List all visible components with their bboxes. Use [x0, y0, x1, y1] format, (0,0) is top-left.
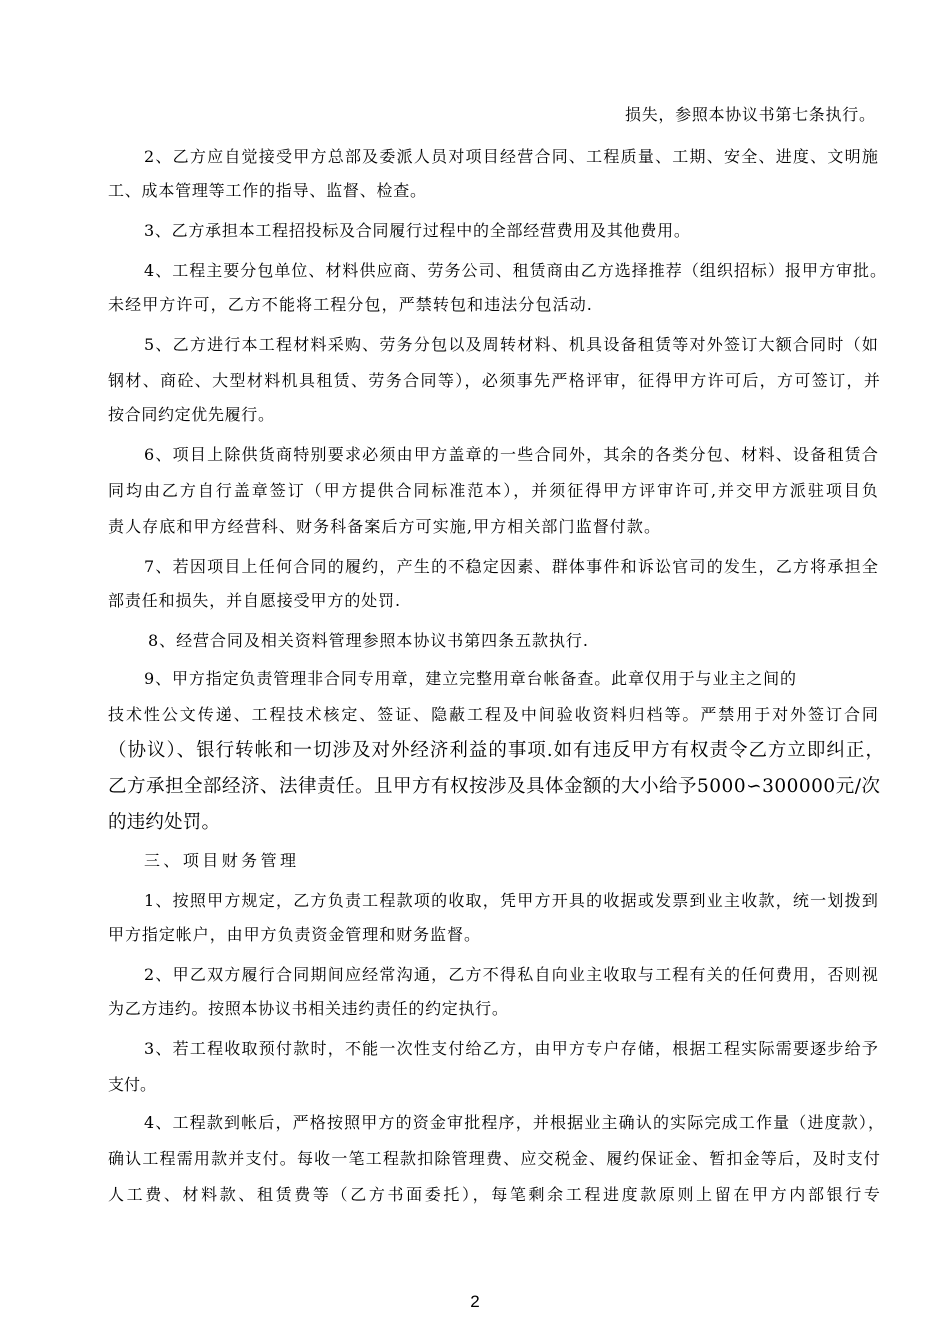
text-line: 2、乙方应自觉接受甲方总部及委派人员对项目经营合同、工程质量、工期、安全、进度、文明施 [144, 147, 880, 166]
text-line: 8、经营合同及相关资料管理参照本协议书第四条五款执行. [148, 631, 589, 650]
text-line: 甲方指定帐户，由甲方负责资金管理和财务监督。 [108, 925, 481, 944]
text-line: 1、按照甲方规定，乙方负责工程款项的收取，凭甲方开具的收据或发票到业主收款，统一划拨到 [144, 891, 880, 910]
text-line: （协议）、银行转帐和一切涉及对外经济利益的事项.如有违反甲方有权责令乙方立即纠正， [108, 740, 885, 761]
text-line: 7、若因项目上任何合同的履约，产生的不稳定因素、群体事件和诉讼官司的发生，乙方将承担全 [144, 557, 880, 576]
text-line: 的违约处罚。 [108, 812, 221, 833]
text-line: 6、项目上除供货商特别要求必须由甲方盖章的一些合同外，其余的各类分包、材料、设备租赁合 [144, 445, 880, 464]
text-line: 同均由乙方自行盖章签订（甲方提供合同标准范本），并须征得甲方评审许可,并交甲方派驻项目负 [108, 481, 880, 500]
text-line: 为乙方违约。按照本协议书相关违约责任的约定执行。 [108, 999, 509, 1018]
text-line: 确认工程需用款并支付。每收一笔工程款扣除管理费、应交税金、履约保证金、暂扣金等后，及时支付 [108, 1149, 882, 1168]
text-line: 乙方承担全部经济、法律责任。且甲方有权按涉及具体金额的大小给予5000∽300000元/次 [108, 776, 881, 797]
text-line: 4、工程主要分包单位、材料供应商、劳务公司、租赁商由乙方选择推荐（组织招标）报甲方审批。 [144, 261, 888, 280]
text-line: 3、乙方承担本工程招投标及合同履行过程中的全部经营费用及其他费用。 [144, 221, 691, 240]
text-line: 工、成本管理等工作的指导、监督、检查。 [108, 181, 427, 200]
text-line: 4、工程款到帐后，严格按照甲方的资金审批程序，并根据业主确认的实际完成工作量（进度款）， [144, 1113, 886, 1132]
text-line: 技术性公文传递、工程技术核定、签证、隐蔽工程及中间验收资料归档等。严禁用于对外签订合同 [108, 705, 880, 724]
text-line: 钢材、商砼、大型材料机具租赁、劳务合同等），必须事先严格评审，征得甲方许可后，方可签订，并 [108, 371, 882, 390]
text-line: 3、若工程收取预付款时，不能一次性支付给乙方，由甲方专户存储，根据工程实际需要逐步给予 [144, 1039, 880, 1058]
text-line: 部责任和损失，并自愿接受甲方的处罚. [108, 591, 401, 610]
text-line: 未经甲方许可，乙方不能将工程分包，严禁转包和违法分包活动. [108, 295, 593, 314]
text-line: 责人存底和甲方经营科、财务科备案后方可实施,甲方相关部门监督付款。 [108, 517, 662, 536]
text-line: 支付。 [108, 1075, 156, 1094]
text-line: 人工费、材料款、租赁费等（乙方书面委托），每笔剩余工程进度款原则上留在甲方内部银行专 [108, 1185, 883, 1204]
text-line: 2、甲乙双方履行合同期间应经常沟通，乙方不得私自向业主收取与工程有关的任何费用，否则视 [144, 965, 880, 984]
text-line: 5、乙方进行本工程材料采购、劳务分包以及周转材料、机具设备租赁等对外签订大额合同时（如 [144, 335, 880, 354]
page-number: 2 [470, 1292, 480, 1311]
text-line: 损失，参照本协议书第七条执行。 [625, 105, 876, 124]
text-line: 按合同约定优先履行。 [108, 405, 275, 424]
section-heading: 三、项目财务管理 [144, 851, 300, 870]
text-line: 9、甲方指定负责管理非合同专用章，建立完整用章台帐备查。此章仅用于与业主之间的 [144, 669, 797, 688]
